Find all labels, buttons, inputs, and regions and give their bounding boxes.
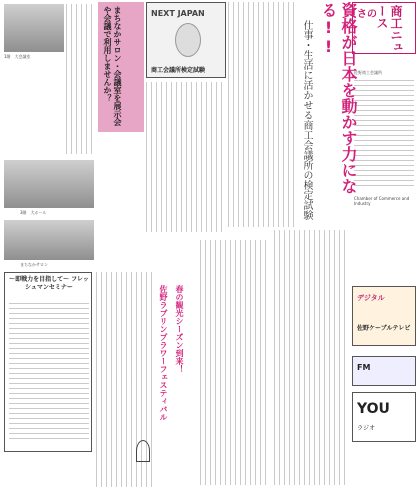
photo-salon <box>4 220 94 260</box>
photo-hall <box>4 160 94 208</box>
tulip-icon <box>136 440 150 462</box>
seminar-title: 〜即戦力を目指して〜 フレッシュマンセミナー <box>9 276 89 291</box>
mascot-icon <box>175 23 201 57</box>
next-japan-ad <box>146 2 226 78</box>
fm-title: FM <box>357 363 371 372</box>
article-text-bottom-2 <box>274 230 348 485</box>
masthead-publisher: 佐野商工会議所 <box>354 70 382 75</box>
photo-meeting-room <box>4 4 64 52</box>
spring-event-subtitle: 佐野ラブリンプラワーフェスティバル <box>159 285 168 421</box>
photo-meeting-room-caption: 1階 大会議室 <box>4 54 31 59</box>
article-text-center <box>146 82 226 232</box>
article-text-mid <box>228 2 296 227</box>
seminar-details <box>9 303 89 443</box>
salon-box <box>98 2 144 132</box>
kentei-label: 商工会議所検定試験 <box>151 67 206 74</box>
salon-text: まちなかサロン・会議室を展示会や会議で利用しませんか？ <box>103 6 122 126</box>
photo-salon-caption: まちなかサロン <box>20 262 48 267</box>
you-title: YOU <box>357 401 390 417</box>
masthead-small: さの <box>357 9 377 20</box>
next-japan-title: NEXT JAPAN <box>151 9 205 18</box>
masthead-chamber-en: Chamber of Commerce and Industry <box>354 196 410 206</box>
masthead-banner <box>352 2 416 54</box>
cable-tv-title: 佐野ケーブルテレビ <box>357 325 411 332</box>
radio-title: ラジオ <box>357 425 376 432</box>
article-text-bottom-1 <box>200 240 270 485</box>
fm-ad <box>352 356 416 386</box>
digital-ad-title: デジタル <box>357 294 385 302</box>
headline-subtitle: 仕事・生活に活かせる商工会議所の検定試験 <box>301 20 312 220</box>
article-text-left <box>66 4 96 154</box>
masthead-title: 商工ニュース <box>375 5 403 53</box>
radio-ad <box>352 392 416 442</box>
seminar-box <box>4 272 92 452</box>
photo-hall-caption: 3階 大ホール <box>20 210 47 215</box>
digital-ad <box>352 286 416 346</box>
spring-event-title: 春の観光シーズン到来！ <box>175 285 184 373</box>
masthead-info-text <box>354 80 414 190</box>
headline-title: 資格が日本を動かす力になる!! <box>319 2 358 194</box>
